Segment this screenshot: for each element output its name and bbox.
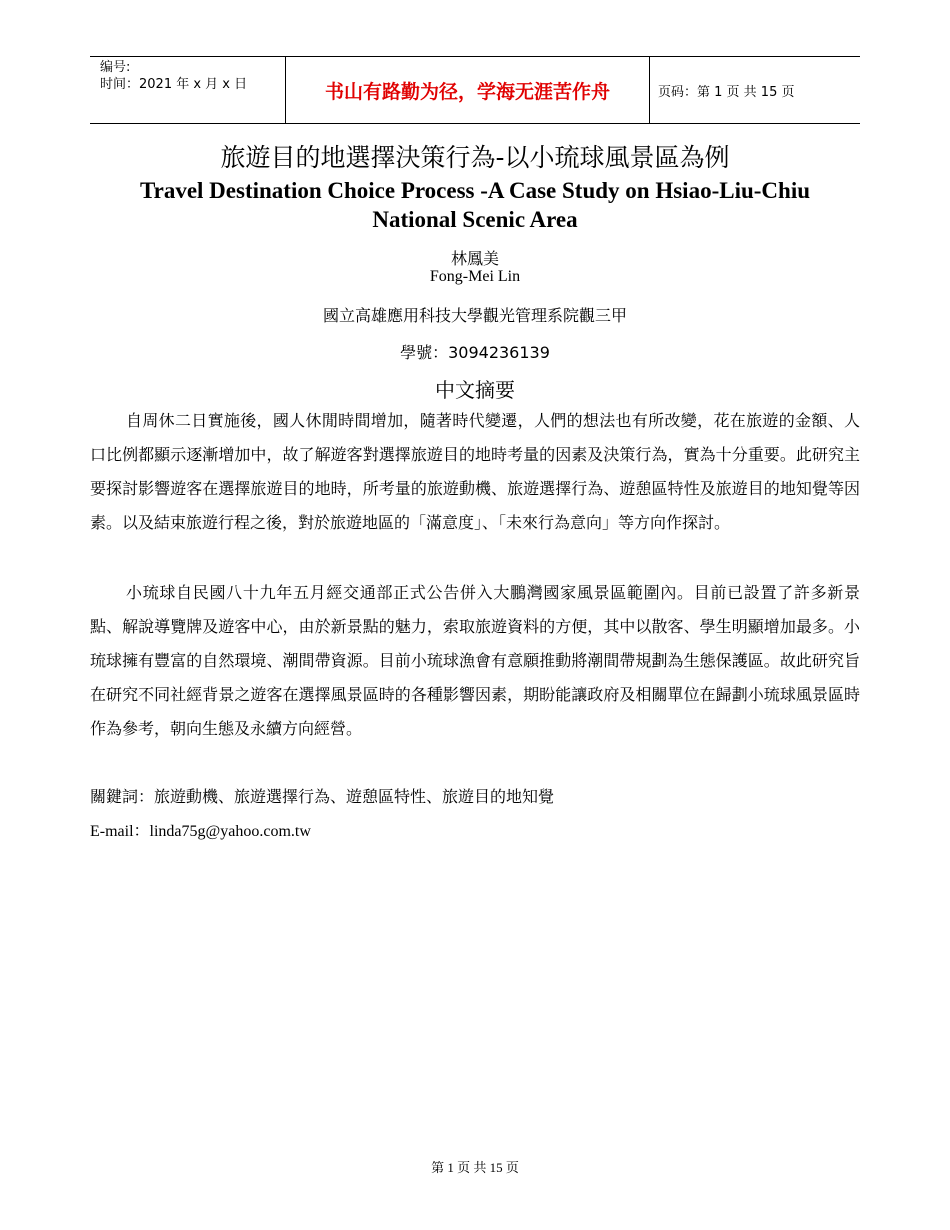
abstract-heading: 中文摘要 bbox=[435, 378, 515, 402]
abstract-paragraph: 自周休二日實施後，國人休閒時間增加，隨著時代變遷，人們的想法也有所改變，花在旅遊的金額、人口比例都顯示逐漸增加中，故了解遊客對選擇旅遊目的地時考量的因素及決策行為，實為十分重要。此研究主要探討影響遊客在選擇旅遊目的地時，所考量的旅遊動機、旅遊選擇行為、遊憩區特性及旅遊目的地知覺等因素。以及結束旅遊行程之後，對於旅遊地區的「滿意度」、「未來行為意向」等方向作探討。 bbox=[90, 411, 860, 532]
author-name-chinese: 林鳳美 bbox=[450, 249, 499, 268]
abstract-paragraph: 小琉球自民國八十九年五月經交通部正式公告併入大鵬灣國家風景區範圍內。目前已設置了許多新景點、解說導覽牌及遊客中心，由於新景點的魅力，索取旅遊資料的方便，其中以散客、學生明顯增加最多。小琉球擁有豐富的自然環境、潮間帶資源。目前小琉球漁會有意願推動將潮間帶規劃為生態保護區。故此研究旨在研究不同社經背景之遊客在選擇風景區時的各種影響因素，期盼能讓政府及相關單位在歸劃小琉球風景區時作為參考，朝向生態及永續方向經營。 bbox=[90, 583, 860, 738]
author-name-english: Fong-Mei Lin bbox=[429, 268, 521, 285]
title-english: Travel Destination Choice Process -A Case Study on Hsiao-Liu-Chiu National Scenic Area bbox=[139, 178, 810, 232]
page-info: 页码：第 1 页 共 15 页 bbox=[658, 84, 795, 100]
motto-text: 书山有路勤为径，学海无涯苦作舟 bbox=[286, 57, 650, 123]
title-chinese: 旅遊目的地選擇決策行為-以小琉球風景區為例 bbox=[220, 143, 730, 172]
header-table bbox=[90, 56, 860, 124]
header-meta-cell bbox=[90, 57, 286, 123]
author-affiliation: 國立高雄應用科技大學觀光管理系院觀三甲 bbox=[322, 306, 627, 325]
number-label: 编号: bbox=[100, 60, 131, 75]
email-address: E-mail：linda75g@yahoo.com.tw bbox=[90, 823, 311, 840]
student-id: 學號：3094236139 bbox=[400, 343, 550, 362]
keywords: 關鍵詞：旅遊動機、旅遊選擇行為、遊憩區特性、旅遊目的地知覺 bbox=[90, 787, 555, 806]
time-label: 时间：2021 年 x 月 x 日 bbox=[100, 77, 248, 92]
page-footer: 第 1 页 共 15 页 bbox=[431, 1160, 519, 1175]
